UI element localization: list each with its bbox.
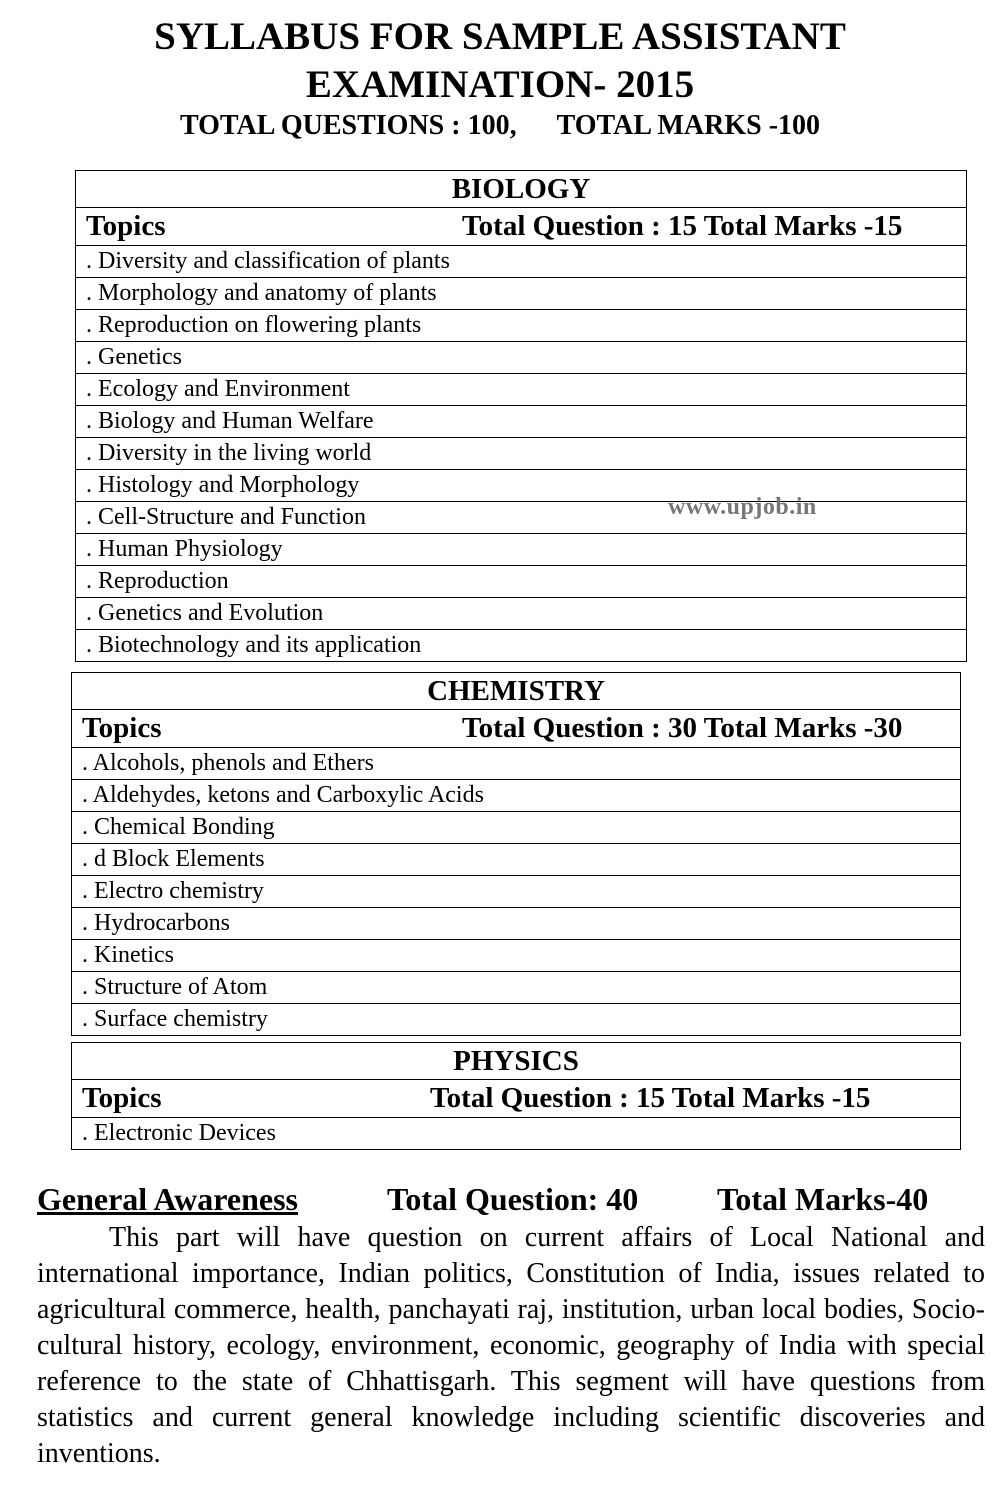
section-subject: BIOLOGY: [76, 171, 967, 208]
section-subject: PHYSICS: [72, 1043, 961, 1080]
section-header: [72, 710, 961, 748]
topic-item: . Reproduction: [76, 566, 967, 598]
topic-item: . Electro chemistry: [72, 876, 961, 908]
website-watermark: www.upjob.in: [668, 494, 817, 520]
topic-item: . d Block Elements: [72, 844, 961, 876]
topic-item: . Biology and Human Welfare: [76, 406, 967, 438]
topic-item: . Histology and Morphology: [76, 470, 967, 502]
section-summary: Total Question : 15 Total Marks -15: [430, 1082, 871, 1114]
topic-item: . Hydrocarbons: [72, 908, 961, 940]
topic-item: . Genetics and Evolution: [76, 598, 967, 630]
topic-item: . Structure of Atom: [72, 972, 961, 1004]
topic-item: . Chemical Bonding: [72, 812, 961, 844]
general-awareness-marks: Total Marks-40: [717, 1181, 929, 1217]
topic-item: . Aldehydes, ketons and Carboxylic Acids: [72, 780, 961, 812]
topics-label: Topics: [82, 712, 162, 744]
topic-item: . Kinetics: [72, 940, 961, 972]
chemistry-table: [71, 672, 961, 1036]
totals-line: [0, 108, 1000, 144]
topics-label: Topics: [86, 210, 166, 242]
general-awareness-questions: Total Question: 40: [387, 1181, 639, 1217]
topic-item: . Surface chemistry: [72, 1004, 961, 1036]
biology-table: [75, 170, 967, 662]
general-awareness-description: This part will have question on current affairs of Local National and international importance, Indian politics, Constitution of India, issues related to agricultural commerce, health, panchayati raj, institution, urban local bodies, Socio-cultural history, ecology, environment, economic, geography of India with special reference to the state of Chhattisgarh. This segment will have questions from statistics and current general knowledge including scientific discoveries and inventions.: [37, 1222, 985, 1469]
topic-item: . Cell-Structure and Function: [76, 502, 967, 534]
section-subject: CHEMISTRY: [72, 673, 961, 710]
physics-table: [71, 1042, 961, 1150]
topic-item: . Genetics: [76, 342, 967, 374]
topic-item: . Morphology and anatomy of plants: [76, 278, 967, 310]
topic-item: . Ecology and Environment: [76, 374, 967, 406]
topic-item: . Electronic Devices: [72, 1118, 961, 1150]
total-marks: TOTAL MARKS -100: [556, 110, 821, 141]
section-summary: Total Question : 30 Total Marks -30: [462, 712, 903, 744]
section-header: [76, 208, 967, 246]
section-summary: Total Question : 15 Total Marks -15: [462, 210, 903, 242]
topic-item: . Alcohols, phenols and Ethers: [72, 748, 961, 780]
syllabus-title-line1: SYLLABUS FOR SAMPLE ASSISTANT: [154, 15, 846, 58]
general-awareness-title: General Awareness: [37, 1181, 298, 1217]
topic-item: . Biotechnology and its application: [76, 630, 967, 662]
topic-item: . Diversity and classification of plants: [76, 246, 967, 278]
total-questions: TOTAL QUESTIONS : 100,: [179, 110, 517, 141]
section-header: [72, 1080, 961, 1118]
topic-item: . Reproduction on flowering plants: [76, 310, 967, 342]
topic-item: . Human Physiology: [76, 534, 967, 566]
topics-label: Topics: [82, 1082, 162, 1114]
topic-item: . Diversity in the living world: [76, 438, 967, 470]
syllabus-title-line2: EXAMINATION- 2015: [305, 63, 695, 106]
general-awareness-heading: [37, 1178, 977, 1220]
